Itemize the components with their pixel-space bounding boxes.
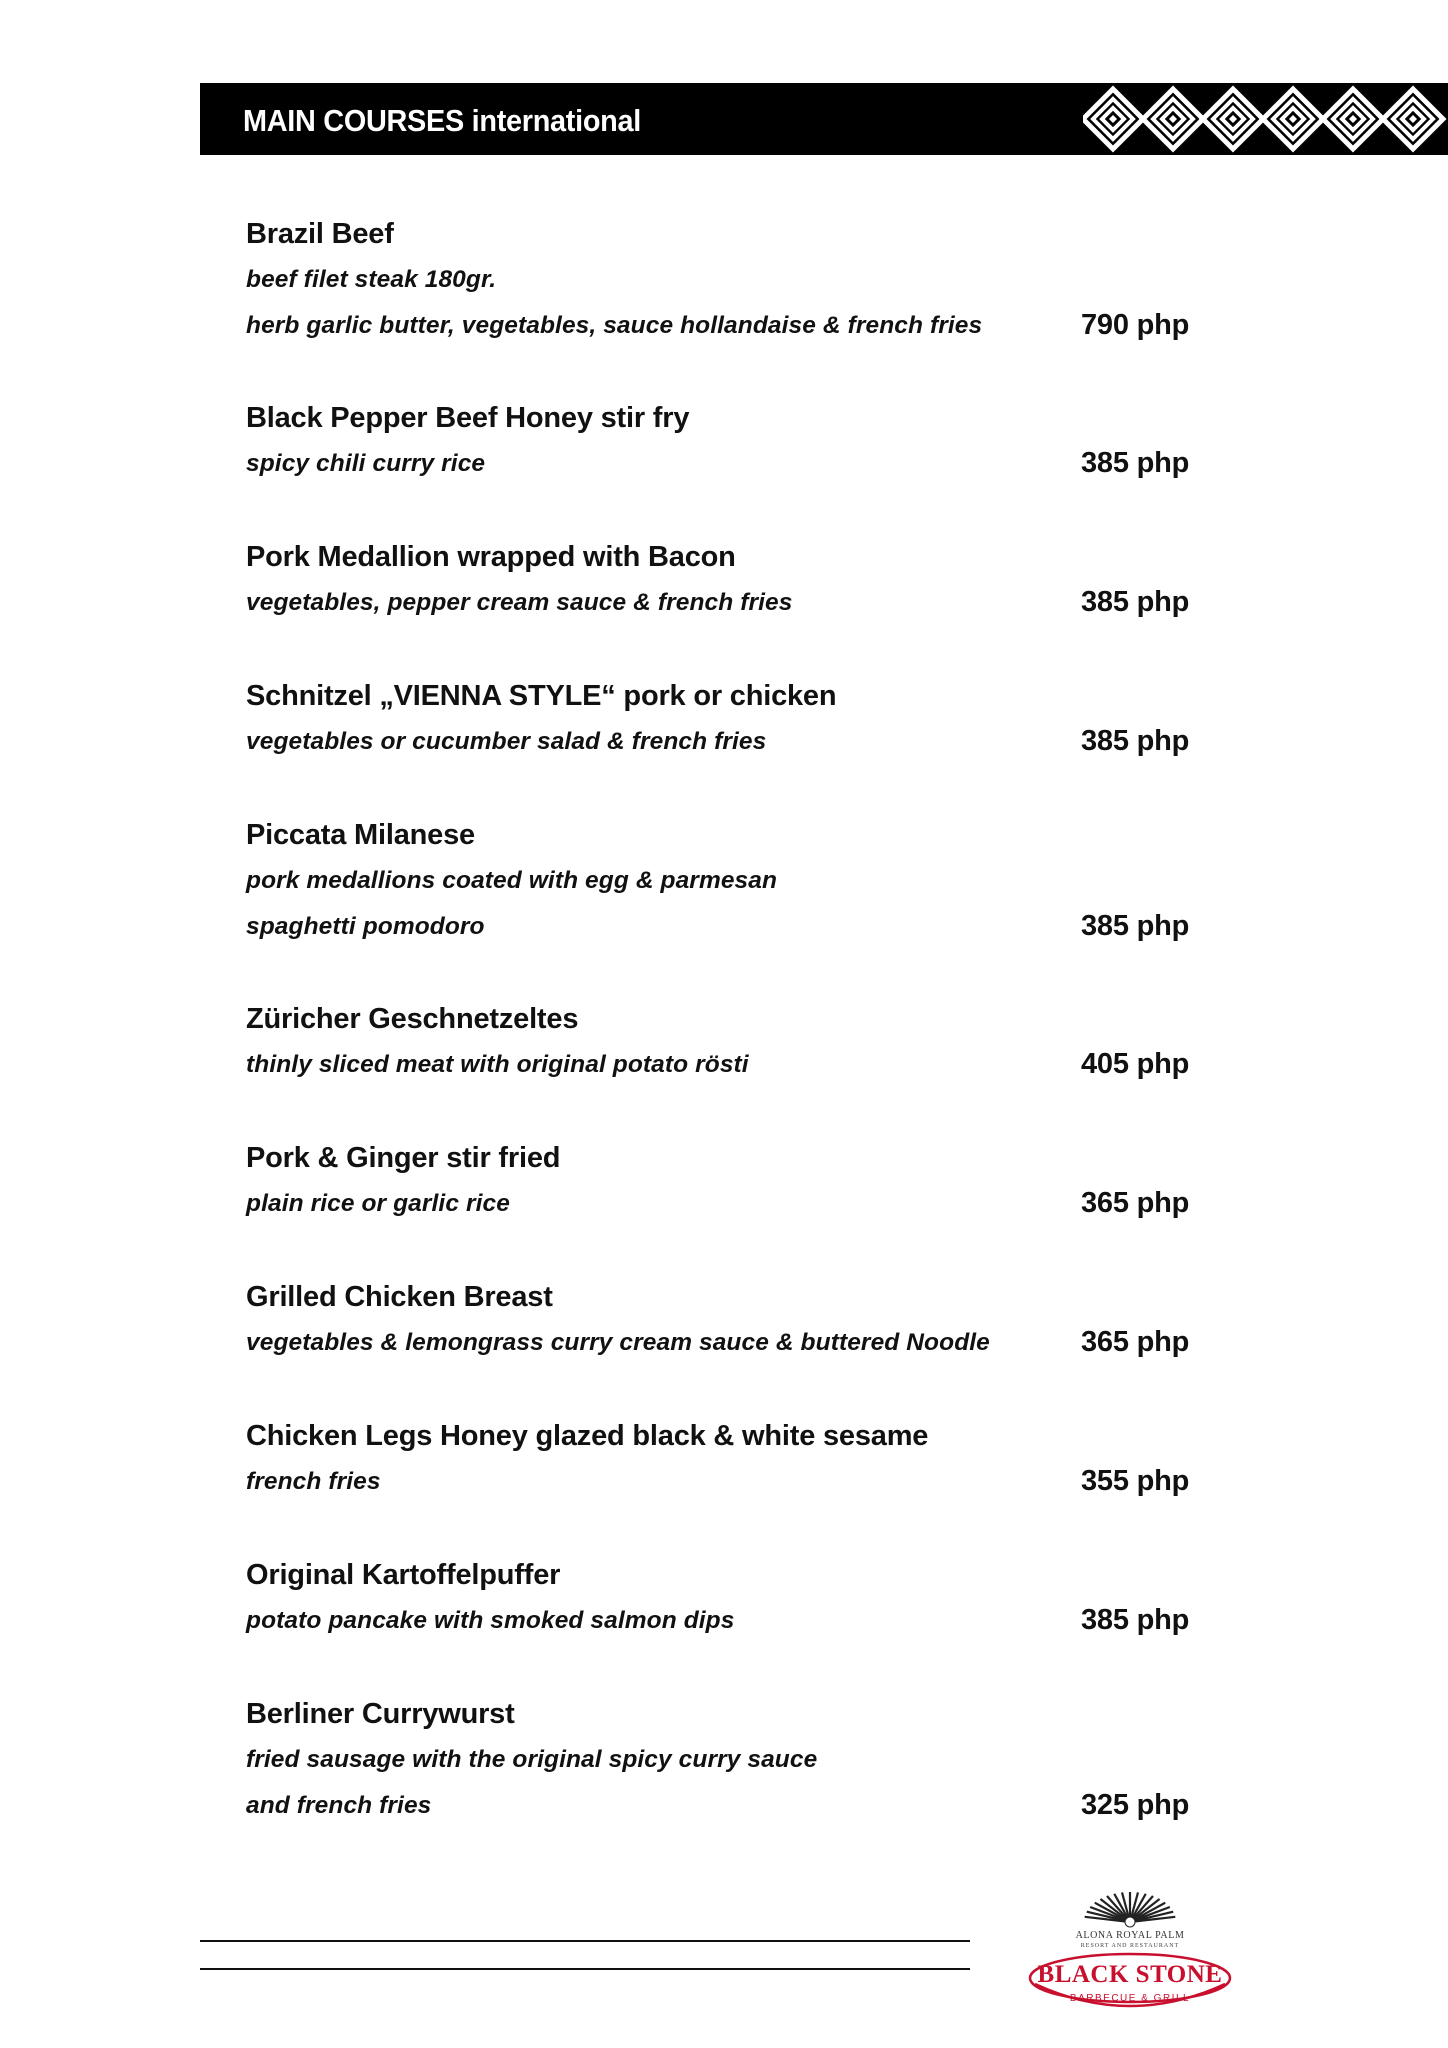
brand-tagline: BARBECUE & GRILL [1069, 1993, 1191, 2004]
section-title: MAIN COURSES international [243, 103, 642, 138]
dish-name: Original Kartoffelpuffer [246, 1559, 561, 1591]
dish-name: Berliner Currywurst [246, 1698, 515, 1730]
dish-price: 385 php [1081, 586, 1190, 618]
dish-name: Züricher Geschnetzeltes [246, 1003, 579, 1035]
dish-price: 385 php [1081, 1604, 1190, 1636]
section-header-bar [200, 83, 1448, 155]
footer-divider [200, 1940, 970, 1942]
footer-divider [200, 1968, 970, 1970]
dish-description: pork medallions coated with egg & parmesan [246, 867, 778, 894]
dish-name: Pork Medallion wrapped with Bacon [246, 541, 736, 573]
dish-price: 325 php [1081, 1789, 1190, 1821]
dish-name: Piccata Milanese [246, 819, 475, 851]
dish-description: and french fries [246, 1792, 432, 1819]
dish-description: spicy chili curry rice [246, 450, 486, 477]
dish-description: fried sausage with the original spicy curry sauce [246, 1746, 818, 1773]
dish-name: Brazil Beef [246, 218, 394, 250]
dish-description: plain rice or garlic rice [246, 1190, 510, 1217]
dish-price: 365 php [1081, 1326, 1190, 1358]
dish-price: 385 php [1081, 725, 1190, 757]
dish-description: herb garlic butter, vegetables, sauce hollandaise & french fries [246, 312, 983, 339]
resort-subline: RESORT AND RESTAURANT [1080, 1943, 1180, 1949]
dish-description: vegetables, pepper cream sauce & french fries [246, 589, 793, 616]
dish-name: Black Pepper Beef Honey stir fry [246, 402, 690, 434]
dish-description: vegetables & lemongrass curry cream sauce & buttered Noodle [246, 1329, 990, 1356]
black-stone-logo [1020, 1888, 1240, 2028]
dish-description: thinly sliced meat with original potato rösti [246, 1051, 749, 1078]
dish-price: 365 php [1081, 1187, 1190, 1219]
dish-price: 790 php [1081, 309, 1190, 341]
dish-name: Chicken Legs Honey glazed black & white sesame [246, 1420, 929, 1452]
dish-description: vegetables or cucumber salad & french fries [246, 728, 767, 755]
dish-description: beef filet steak 180gr. [246, 266, 497, 293]
dish-price: 385 php [1081, 447, 1190, 479]
dish-price: 405 php [1081, 1048, 1190, 1080]
dish-description: french fries [246, 1468, 381, 1495]
diamond-pattern-icon [1083, 83, 1448, 155]
dish-name: Pork & Ginger stir fried [246, 1142, 561, 1174]
palm-fan-icon [1080, 1888, 1180, 1928]
resort-name: ALONA ROYAL PALM [1075, 1930, 1185, 1941]
dish-name: Schnitzel „VIENNA STYLE“ pork or chicken [246, 680, 837, 712]
brand-name: BLACK STONE [1037, 1961, 1223, 1988]
dish-description: potato pancake with smoked salmon dips [246, 1607, 735, 1634]
dish-description: spaghetti pomodoro [246, 913, 485, 940]
dish-price: 355 php [1081, 1465, 1190, 1497]
dish-name: Grilled Chicken Breast [246, 1281, 553, 1313]
dish-price: 385 php [1081, 910, 1190, 942]
